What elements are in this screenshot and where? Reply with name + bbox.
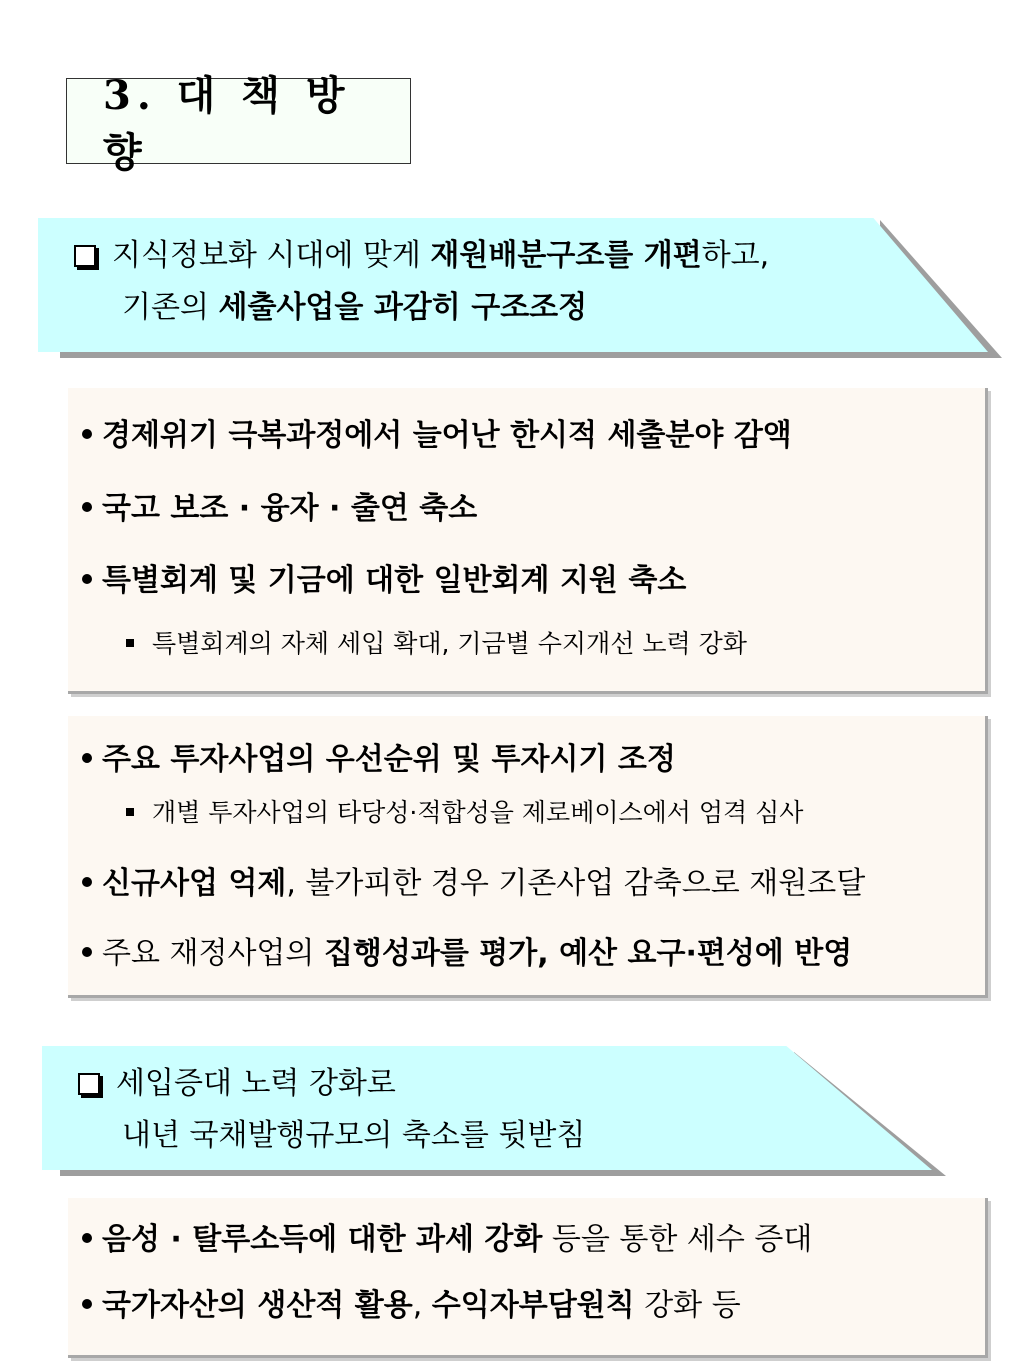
square-bullet-icon	[126, 808, 134, 816]
banner-line-1-bold: 재원배분구조를 개편	[430, 238, 702, 273]
list-item	[82, 734, 676, 778]
bullet-dot-icon	[82, 502, 92, 512]
banner-line-1-text: 세입증대 노력 강화로	[116, 1066, 396, 1101]
list-item-text: 경제위기 극복과정에서 늘어난 한시적 세출분야 감액	[102, 418, 792, 453]
banner-revenue	[42, 1046, 948, 1178]
list-item-bold: 수익자부담원칙	[431, 1288, 635, 1323]
banner-text	[78, 1058, 585, 1162]
list-item-text: 특별회계 및 기금에 대한 일반회계 지원 축소	[102, 563, 687, 598]
checkbox-icon	[74, 245, 96, 267]
bullet-dot-icon	[82, 947, 92, 957]
banner-text	[74, 230, 769, 334]
banner-line-1	[74, 230, 769, 282]
list-item-text: 등을 통한 세수 증대	[542, 1222, 813, 1257]
banner-line-2-text: 기존의	[122, 290, 219, 325]
list-item	[82, 555, 686, 599]
banner-line-2	[78, 1110, 585, 1162]
sub-list-item	[126, 624, 747, 660]
banner-line-1-text: 지식정보화 시대에 맞게	[112, 238, 431, 273]
bullet-dot-icon	[82, 1233, 92, 1243]
panel-investment	[68, 716, 988, 998]
banner-restructure	[38, 218, 1002, 360]
bullet-dot-icon	[82, 1299, 92, 1309]
bullet-dot-icon	[82, 753, 92, 763]
panel-expenditure-cut	[68, 388, 988, 694]
banner-line-2	[74, 282, 769, 334]
list-item-bold: 집행성과를 평가, 예산 요구·편성에 반영	[323, 936, 853, 971]
bullet-dot-icon	[82, 574, 92, 584]
list-item-text: , 불가피한 경우 기존사업 감축으로 재원조달	[286, 866, 866, 901]
sub-list-item-text: 특별회계의 자체 세입 확대, 기금별 수지개선 노력 강화	[152, 629, 747, 658]
sub-list-item	[126, 793, 803, 829]
list-item-bold: 국가자산의 생산적 활용	[102, 1288, 413, 1323]
sub-list-item-text: 개별 투자사업의 타당성·적합성을 제로베이스에서 엄격 심사	[152, 798, 804, 827]
list-item	[82, 858, 865, 902]
banner-line-2-text: 내년 국채발행규모의 축소를 뒷받침	[122, 1118, 586, 1153]
list-item-text: 국고 보조 · 융자 · 출연 축소	[102, 491, 478, 526]
square-bullet-icon	[126, 639, 134, 647]
bullet-dot-icon	[82, 429, 92, 439]
list-item	[82, 928, 852, 972]
checkbox-icon	[78, 1073, 100, 1095]
section-title-text: 3. 대 책 방 향	[103, 72, 351, 176]
list-item	[82, 1214, 812, 1258]
list-item-bold: 음성 · 탈루소득에 대한 과세 강화	[102, 1222, 543, 1257]
list-item-text: ,	[412, 1288, 432, 1323]
banner-line-2-bold: 세출사업을 과감히 구조조정	[218, 290, 588, 325]
panel-tax-revenue	[68, 1198, 988, 1358]
list-item-bold: 신규사업 억제	[102, 866, 287, 901]
banner-line-1	[78, 1058, 585, 1110]
section-title	[66, 72, 411, 176]
list-item	[82, 1280, 741, 1324]
list-item	[82, 410, 792, 454]
list-item-text: 강화 등	[634, 1288, 741, 1323]
bullet-dot-icon	[82, 877, 92, 887]
list-item-text: 주요 재정사업의	[102, 936, 324, 971]
list-item	[82, 483, 477, 527]
list-item-text: 주요 투자사업의 우선순위 및 투자시기 조정	[102, 742, 676, 777]
banner-line-1-tail: 하고,	[701, 238, 770, 273]
